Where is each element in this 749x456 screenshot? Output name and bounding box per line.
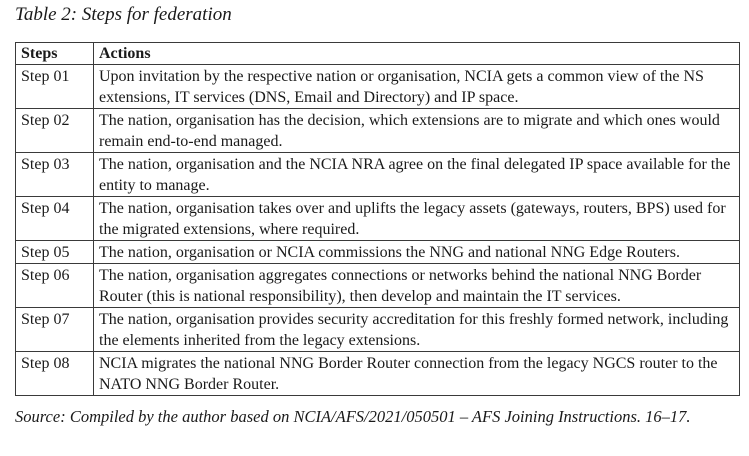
header-actions: Actions: [94, 43, 740, 65]
step-cell: Step 05: [16, 241, 94, 264]
step-cell: Step 03: [16, 153, 94, 197]
action-cell: The nation, organisation aggregates connections or networks behind the national NNG Border Router (this is national responsibility), then develop and maintain the IT services.: [94, 264, 740, 308]
table-header-row: [16, 43, 740, 65]
header-steps: Steps: [16, 43, 94, 65]
step-cell: Step 04: [16, 197, 94, 241]
step-cell: Step 08: [16, 352, 94, 396]
step-cell: Step 07: [16, 308, 94, 352]
action-cell: The nation, organisation or NCIA commissions the NNG and national NNG Edge Routers.: [94, 241, 740, 264]
table-row: [16, 264, 740, 308]
step-cell: Step 01: [16, 65, 94, 109]
table-row: [16, 153, 740, 197]
source-note: Source: Compiled by the author based on NCIA/AFS/2021/050501 – AFS Joining Instructions. 16–17.: [15, 407, 691, 426]
table-row: [16, 197, 740, 241]
table-row: [16, 241, 740, 264]
action-cell: The nation, organisation and the NCIA NRA agree on the final delegated IP space available for the entity to manage.: [94, 153, 740, 197]
action-cell: The nation, organisation takes over and uplifts the legacy assets (gateways, routers, BPS) used for the migrated extensions, where required.: [94, 197, 740, 241]
table-row: [16, 352, 740, 396]
table-caption: Table 2: Steps for federation: [15, 4, 232, 25]
action-cell: The nation, organisation has the decision, which extensions are to migrate and which ones would remain end-to-end managed.: [94, 109, 740, 153]
table-row: [16, 65, 740, 109]
action-cell: The nation, organisation provides security accreditation for this freshly formed network, including the elements inherited from the legacy extensions.: [94, 308, 740, 352]
steps-table: [15, 42, 740, 396]
action-cell: Upon invitation by the respective nation or organisation, NCIA gets a common view of the NS extensions, IT services (DNS, Email and Directory) and IP space.: [94, 65, 740, 109]
action-cell: NCIA migrates the national NNG Border Router connection from the legacy NGCS router to the NATO NNG Border Router.: [94, 352, 740, 396]
step-cell: Step 02: [16, 109, 94, 153]
table-row: [16, 109, 740, 153]
table-row: [16, 308, 740, 352]
step-cell: Step 06: [16, 264, 94, 308]
